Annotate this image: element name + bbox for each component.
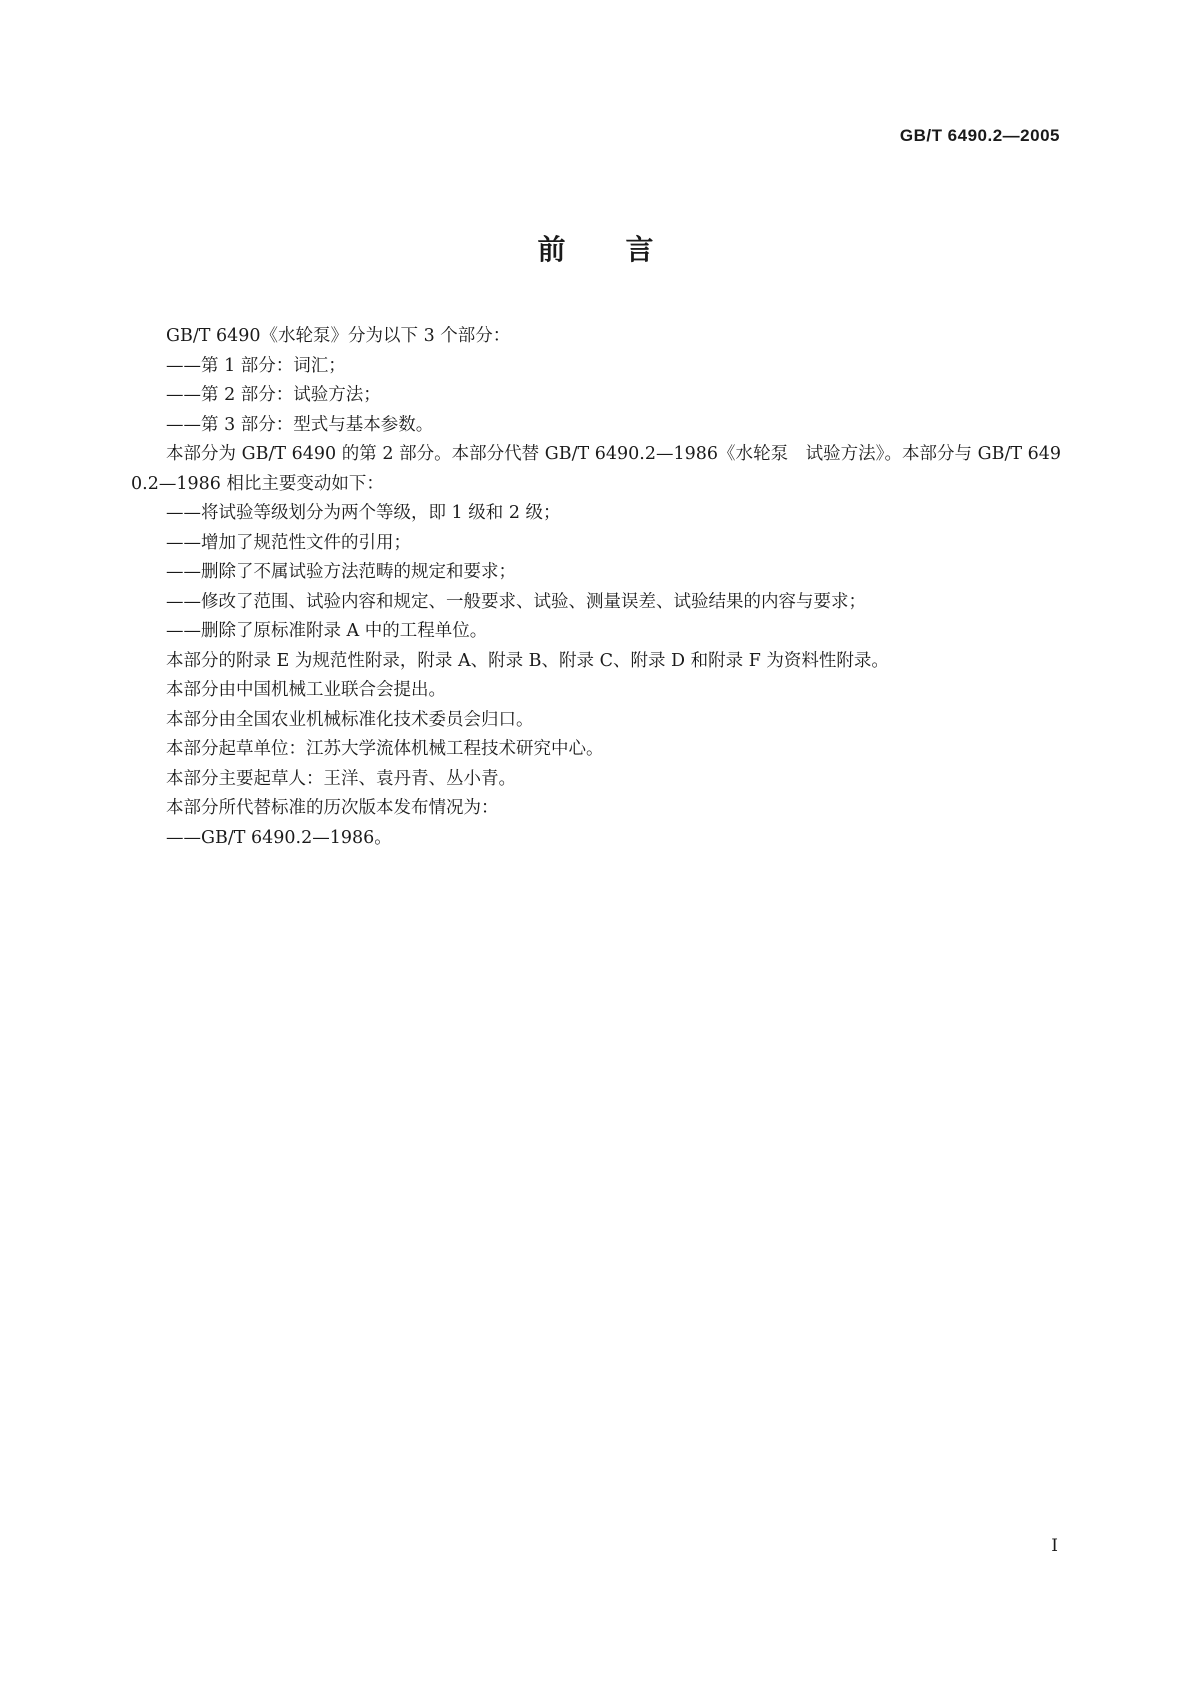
list-item: ——GB/T 6490.2—1986。 <box>166 827 392 848</box>
paragraph: 本部分为 GB/T 6490 的第 2 部分。本部分代替 GB/T 6490.2—1986《水轮泵 试验方法》。本部分与 GB/T 6490.2—1986 相比主要变动如下： <box>131 444 1061 494</box>
list-item: ——将试验等级划分为两个等级，即 1 级和 2 级； <box>166 503 561 523</box>
paragraph: GB/T 6490《水轮泵》分为以下 3 个部分： <box>166 326 511 346</box>
paragraph: 本部分由全国农业机械标准化技术委员会归口。 <box>166 709 534 730</box>
paragraph: 本部分的附录 E 为规范性附录，附录 A、附录 B、附录 C、附录 D 和附录 F 为资料性附录。 <box>166 650 889 671</box>
list-item: ——第 2 部分：试验方法； <box>166 385 381 405</box>
list-item: ——第 3 部分：型式与基本参数。 <box>166 414 434 435</box>
paragraph: 本部分所代替标准的历次版本发布情况为： <box>166 798 499 818</box>
list-item: ——第 1 部分：词汇； <box>166 355 346 376</box>
list-item: ——删除了原标准附录 A 中的工程单位。 <box>166 621 488 641</box>
paragraph: 本部分起草单位：江苏大学流体机械工程技术研究中心。 <box>166 739 604 759</box>
paragraph: 本部分主要起草人：王洋、袁丹青、丛小青。 <box>166 768 516 789</box>
page-number: I <box>1051 1536 1058 1556</box>
list-item: ——增加了规范性文件的引用； <box>166 532 411 553</box>
list-item: ——修改了范围、试验内容和规定、一般要求、试验、测量误差、试验结果的内容与要求； <box>166 591 866 612</box>
page-title: 前言 <box>537 233 714 266</box>
paragraph: 本部分由中国机械工业联合会提出。 <box>166 680 446 700</box>
foreword-body <box>131 322 1061 853</box>
standard-code: GB/T 6490.2—2005 <box>899 126 1060 145</box>
list-item: ——删除了不属试验方法范畴的规定和要求； <box>166 562 516 582</box>
